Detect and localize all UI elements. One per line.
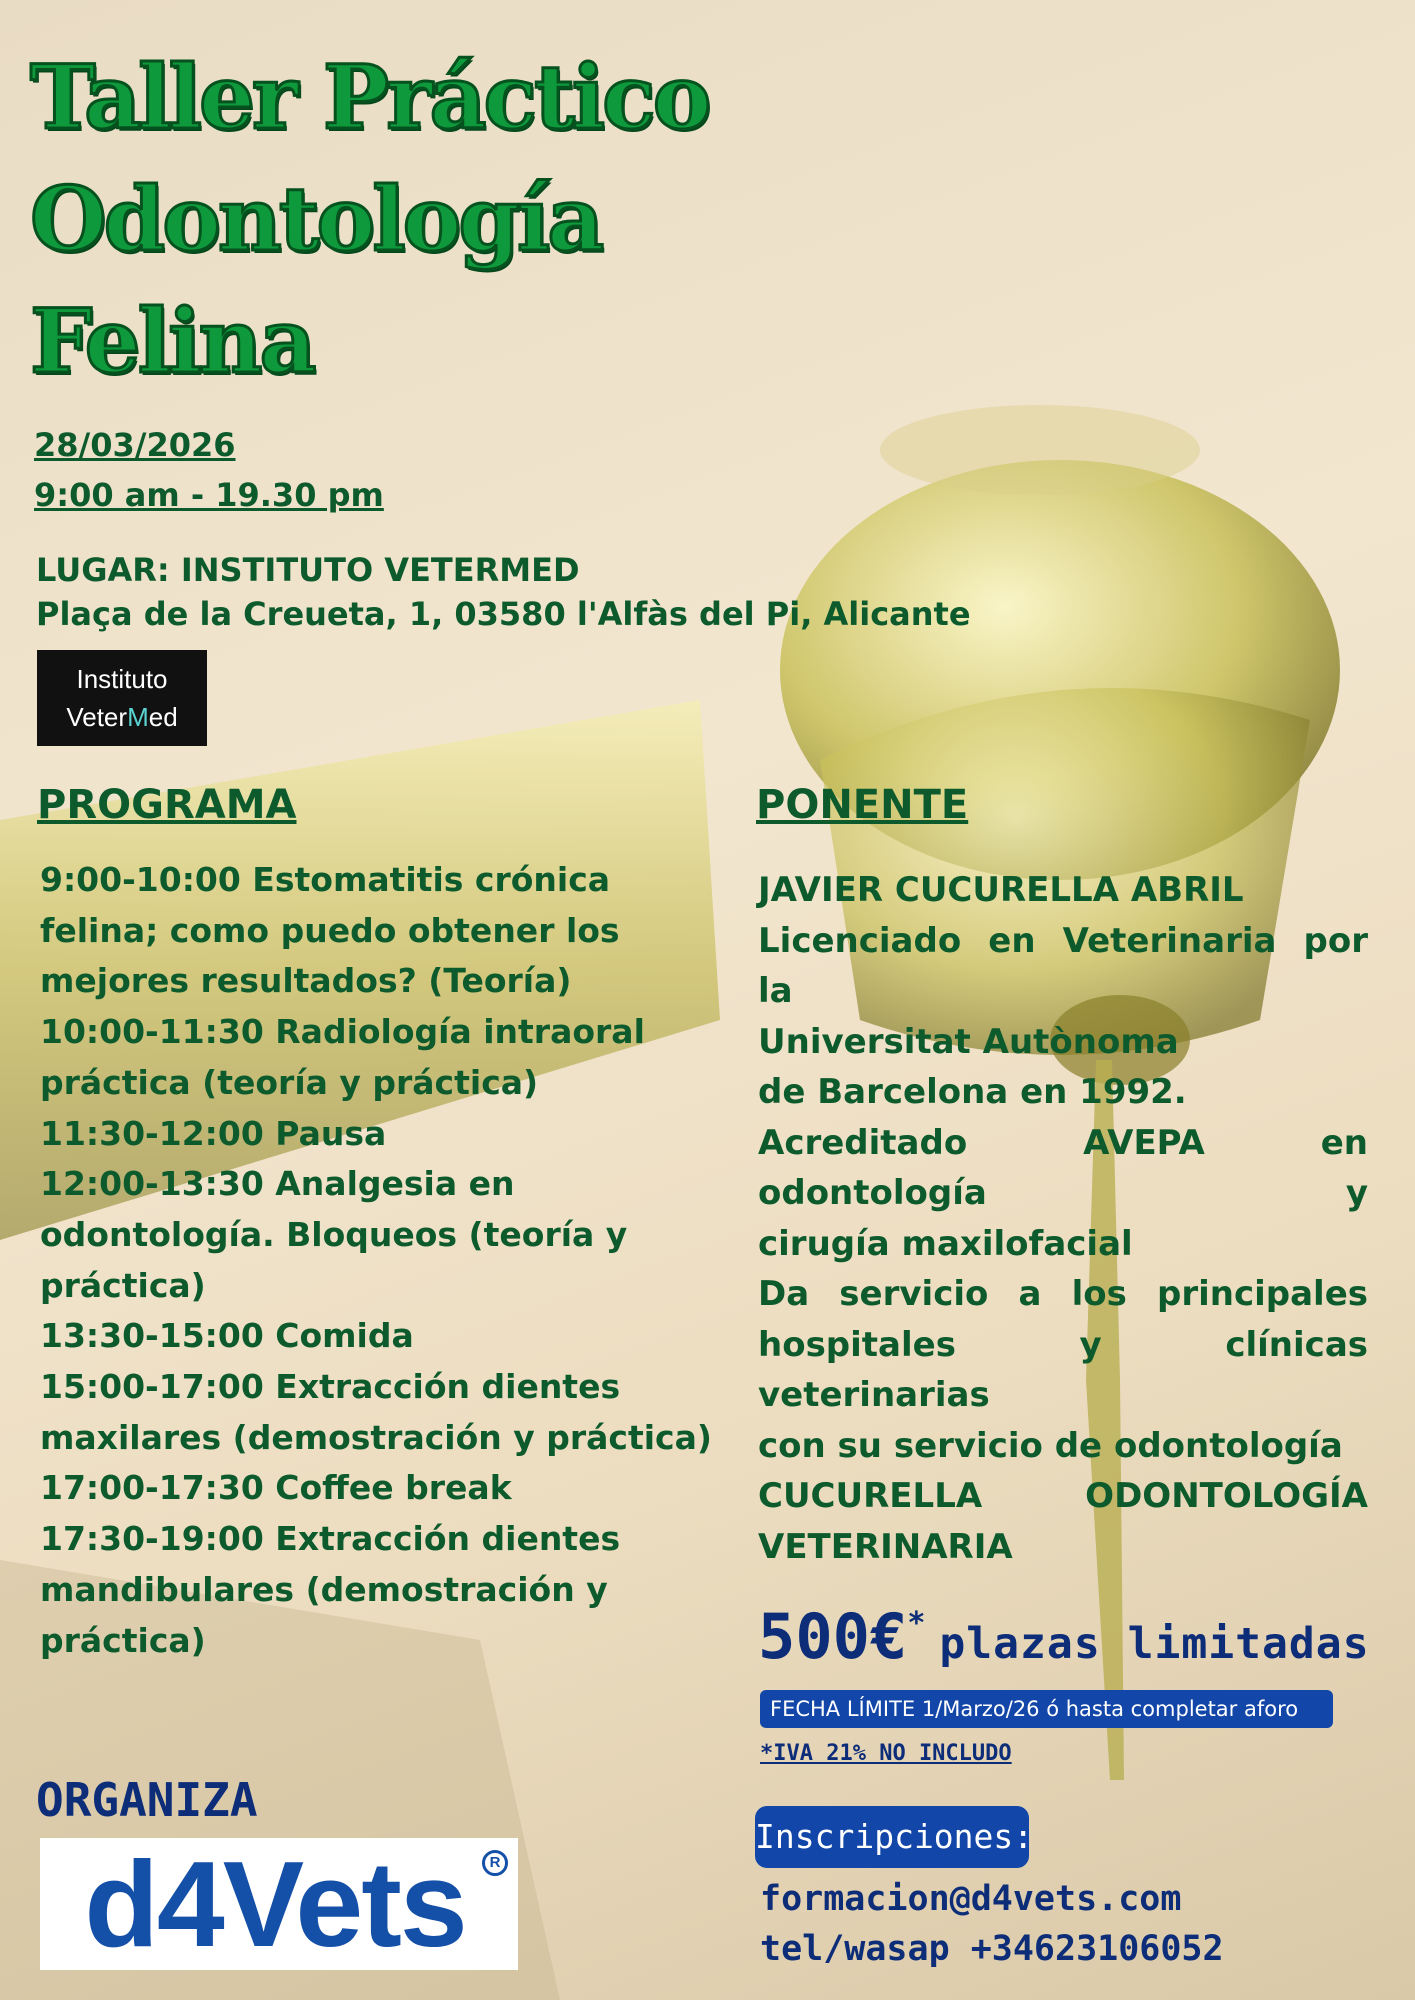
title-line-2: Odontología (30, 167, 602, 271)
price-block (758, 1600, 1370, 1673)
contact-email[interactable]: formacion@d4vets.com (760, 1879, 1182, 1919)
speaker-line: hospitales y clínicas veterinarias (758, 1324, 1368, 1415)
event-location (36, 548, 971, 636)
speaker-line: Universitat Autònoma (758, 1021, 1179, 1062)
contact-info (760, 1874, 1224, 1974)
event-time: 9:00 am - 19.30 pm (34, 476, 384, 514)
program-line: práctica) (40, 1620, 206, 1660)
speaker-line: Licenciado en Veterinaria por la (758, 920, 1368, 1011)
d4vets-logo-text: d4Vets (84, 1836, 466, 1972)
title-line-1: Taller Práctico (30, 45, 709, 149)
registered-mark-icon: R (482, 1850, 508, 1876)
logo-line-2 (37, 698, 207, 736)
logo-part-b: M (127, 702, 149, 732)
program-line: 17:00-17:30 Coffee break (40, 1468, 512, 1508)
logo-line-1: Instituto (76, 664, 168, 694)
program-line: 9:00-10:00 Estomatitis crónica (40, 860, 611, 899)
organizer-label: ORGANIZA (36, 1773, 258, 1827)
event-datetime (34, 420, 384, 520)
vat-note: *IVA 21% NO INCLUDO (760, 1741, 1012, 1766)
program-line: 15:00-17:00 Extracción dientes (40, 1367, 621, 1407)
limited-seats: plazas limitadas (939, 1619, 1370, 1669)
program-line: maxilares (demostración y práctica) (40, 1417, 712, 1457)
price-asterisk: * (907, 1606, 926, 1641)
program-line: 12:00-13:30 Analgesia en (40, 1164, 515, 1204)
speaker-line: Acreditado AVEPA en odontología y (758, 1122, 1368, 1213)
logo-part-a: Veter (66, 702, 128, 732)
speaker-line: Da servicio a los principales (758, 1274, 1368, 1314)
program-line: 11:30-12:00 Pausa (40, 1113, 387, 1153)
price-value: 500€ (758, 1600, 908, 1673)
program-heading: PROGRAMA (37, 782, 297, 828)
speaker-heading: PONENTE (756, 782, 969, 828)
deadline-banner: FECHA LÍMITE 1/Marzo/26 ó hasta completar aforo (760, 1690, 1333, 1728)
program-line: práctica) (40, 1265, 206, 1305)
speaker-line: CUCURELLA ODONTOLOGÍA (758, 1476, 1368, 1516)
program-line: 10:00-11:30 Radiología intraoral (40, 1012, 645, 1052)
program-line: odontología. Bloqueos (teoría y (40, 1214, 628, 1254)
speaker-line: con su servicio de odontología (758, 1425, 1343, 1466)
location-label: LUGAR: INSTITUTO VETERMED (36, 551, 580, 589)
instituto-vetermed-logo (37, 650, 207, 746)
speaker-line: cirugía maxilofacial (758, 1223, 1133, 1264)
logo-part-c: ed (148, 702, 178, 732)
d4vets-logo (40, 1838, 518, 1970)
title-line-3: Felina (30, 289, 314, 393)
speaker-line: VETERINARIA (758, 1526, 1013, 1567)
event-date: 28/03/2026 (34, 426, 236, 464)
program-list (40, 855, 712, 1666)
speaker-name: JAVIER CUCURELLA ABRIL (758, 870, 1244, 910)
contact-phone[interactable]: tel/wasap +34623106052 (760, 1929, 1224, 1969)
location-address: Plaça de la Creueta, 1, 03580 l'Alfàs del Pi, Alicante (36, 595, 971, 633)
program-line: felina; como puedo obtener los (40, 910, 620, 950)
speaker-line: de Barcelona en 1992. (758, 1072, 1187, 1112)
program-line: 17:30-19:00 Extracción dientes (40, 1519, 621, 1559)
program-line: mejores resultados? (Teoría) (40, 961, 572, 1001)
program-line: mandibulares (demostración y (40, 1569, 608, 1609)
speaker-bio (758, 865, 1368, 1572)
registration-button[interactable]: Inscripciones: (755, 1806, 1029, 1868)
page-title (30, 36, 708, 402)
program-line: 13:30-15:00 Comida (40, 1316, 414, 1356)
program-line: práctica (teoría y práctica) (40, 1062, 539, 1102)
